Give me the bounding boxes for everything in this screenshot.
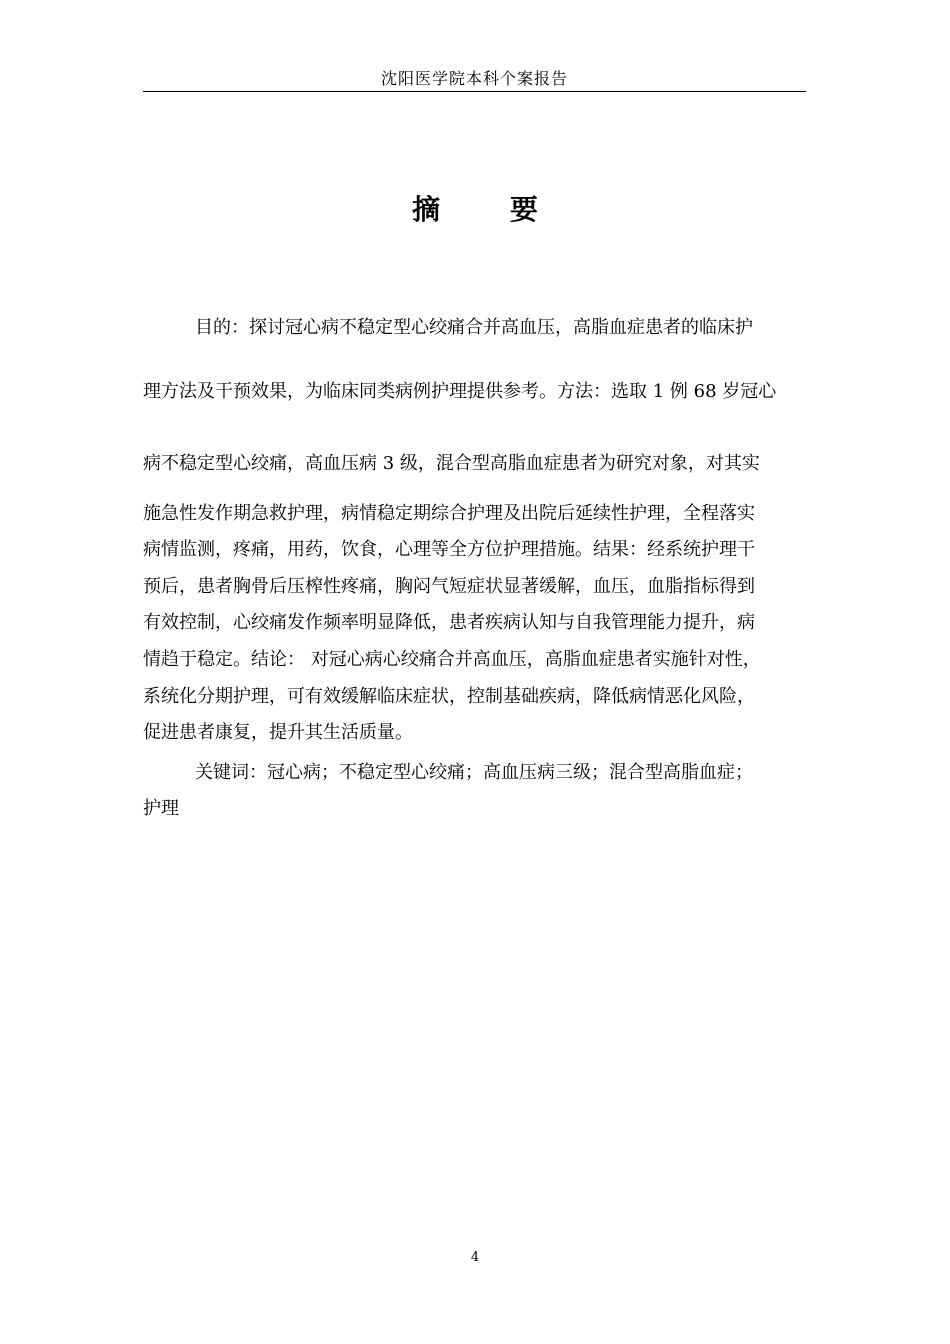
abstract-line: 病情监测，疼痛，用药，饮食，心理等全方位护理措施。结果：经系统护理干 [143,539,755,560]
keywords-line: 护理 [143,798,179,819]
objective-label: 目的： [195,317,249,338]
abstract-line: 病不稳定型心绞痛，高血压病 3 级，混合型高脂血症患者为研究对象，对其实 [143,453,760,474]
abstract-line: 促进患者康复，提升其生活质量。 [143,722,413,743]
abstract-line-text: 探讨冠心病不稳定型心绞痛合并高血压，高脂血症患者的临床护 [249,317,753,338]
abstract-title: 摘 要 [412,193,568,226]
abstract-line: 系统化分期护理，可有效缓解临床症状，控制基础疾病，降低病情恶化风险， [143,686,755,707]
abstract-line [195,316,807,340]
keywords-line [195,761,807,785]
page-number: 4 [470,1250,480,1265]
abstract-line: 有效控制，心绞痛发作频率明显降低，患者疾病认知与自我管理能力提升，病 [143,612,755,633]
header-title: 沈阳医学院本科个案报告 [380,69,568,88]
abstract-line: 情趋于稳定。结论： 对冠心病心绞痛合并高血压，高脂血症患者实施针对性， [143,649,761,670]
keywords-text: 冠心病；不稳定型心绞痛；高血压病三级；混合型高脂血症； [267,762,753,783]
keywords-label: 关键词： [195,762,267,783]
header-divider [143,91,806,92]
abstract-line: 施急性发作期急救护理，病情稳定期综合护理及出院后延续性护理，全程落实 [143,503,755,524]
abstract-line: 预后，患者胸骨后压榨性疼痛，胸闷气短症状显著缓解，血压，血脂指标得到 [143,576,755,597]
abstract-line: 理方法及干预效果，为临床同类病例护理提供参考。方法：选取 1 例 68 岁冠心 [143,381,777,402]
